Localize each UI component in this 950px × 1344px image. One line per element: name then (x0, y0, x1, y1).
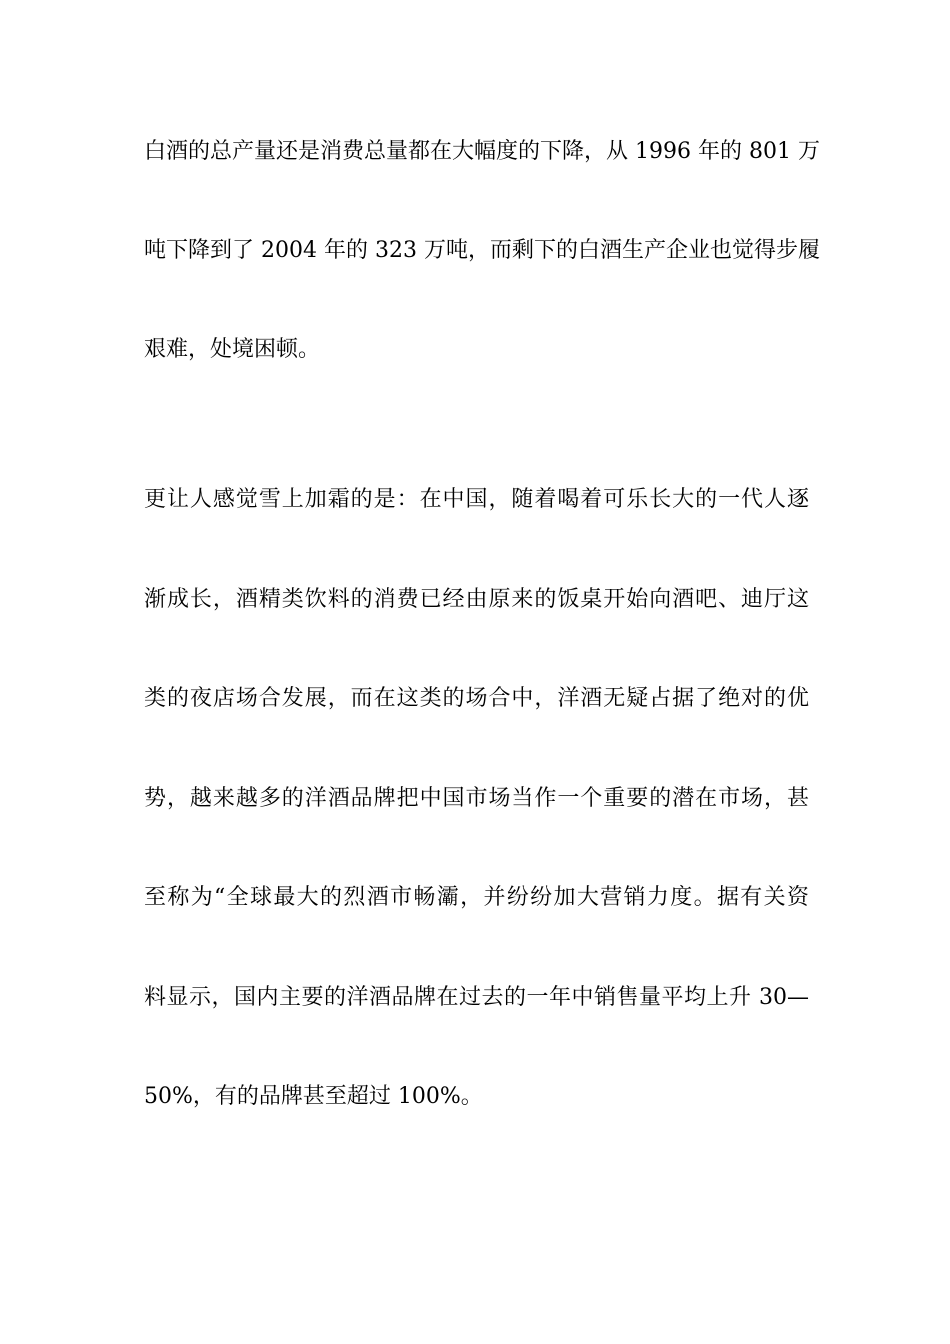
paragraph-2-line-1: 更让人感觉雪上加霜的是：在中国，随着喝着可乐长大的一代人逐 (144, 487, 809, 512)
paragraph-2-line-2: 渐成长，酒精类饮料的消费已经由原来的饭桌开始向酒吧、迪厅这 (144, 587, 809, 612)
paragraph-1-line-3: 艰难，处境困顿。 (144, 337, 321, 362)
paragraph-2-line-5: 至称为“全球最大的烈酒市畅灞，并纷纷加大营销力度。据有关资 (144, 885, 809, 910)
paragraph-1-line-2: 吨下降到了 2004 年的 323 万吨，而剩下的白酒生产企业也觉得步履 (144, 238, 820, 263)
paragraph-2-line-4: 势，越来越多的洋酒品牌把中国市场当作一个重要的潜在市场，甚 (144, 786, 809, 811)
paragraph-2-line-3: 类的夜店场合发展，而在这类的场合中，洋酒无疑占据了绝对的优 (144, 686, 809, 711)
paragraph-1-line-1: 白酒的总产量还是消费总量都在大幅度的下降，从 1996 年的 801 万 (144, 139, 820, 164)
paragraph-2-line-6: 料显示，国内主要的洋酒品牌在过去的一年中销售量平均上升 30— (144, 985, 809, 1010)
paragraph-2-line-7: 50%，有的品牌甚至超过 100%。 (144, 1084, 483, 1109)
